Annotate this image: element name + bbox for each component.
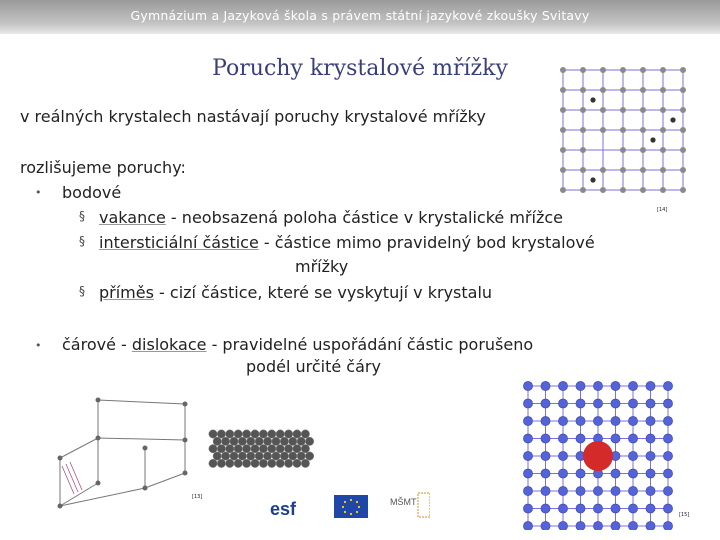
layer-atom xyxy=(263,437,271,445)
lattice-atom xyxy=(628,399,637,408)
layer-atom xyxy=(234,459,242,467)
layer-atom xyxy=(263,452,271,460)
lattice-atom xyxy=(660,127,666,133)
lattice-atom xyxy=(663,469,672,478)
lattice-atom xyxy=(558,416,567,425)
layer-atom xyxy=(238,452,246,460)
lattice-atom xyxy=(580,127,586,133)
lattice-atom xyxy=(576,416,585,425)
lattice-atom xyxy=(541,434,550,443)
lattice-atom xyxy=(523,416,532,425)
lattice-atom xyxy=(640,107,646,113)
lattice-atom xyxy=(640,167,646,173)
lattice-atom xyxy=(560,67,566,73)
point-defects-label: bodové xyxy=(62,183,122,202)
lattice-atom xyxy=(560,87,566,93)
lattice-atom xyxy=(663,486,672,495)
square-bullet-1: § xyxy=(79,209,85,223)
lattice-atom xyxy=(620,67,626,73)
line-defects: čárové - dislokace - pravidelné uspořádání částic porušeno xyxy=(62,335,534,354)
square-bullet-2: § xyxy=(79,234,85,248)
lattice-atom xyxy=(600,187,606,193)
esf-logo-text: esf xyxy=(270,499,297,519)
layer-atom xyxy=(305,437,313,445)
lattice-atom xyxy=(523,381,532,390)
layer-atom xyxy=(242,445,250,453)
lattice-atom xyxy=(663,451,672,460)
layer-atom xyxy=(284,459,292,467)
lattice-atom xyxy=(593,486,602,495)
layer-atom xyxy=(284,445,292,453)
layer-atom xyxy=(251,430,259,438)
vacancy-lattice-figure xyxy=(555,62,695,202)
lattice-atom xyxy=(628,504,637,513)
lattice-atom xyxy=(600,107,606,113)
layer-atom xyxy=(280,437,288,445)
lattice-atom xyxy=(646,469,655,478)
lattice-atom xyxy=(663,399,672,408)
layer-atom xyxy=(259,459,267,467)
citation-14: [14] xyxy=(657,207,668,213)
interstitial-atom xyxy=(590,177,595,182)
lattice-atom xyxy=(541,486,550,495)
item-impurity: příměs - cizí částice, které se vyskytují v krystalu xyxy=(99,283,493,302)
layer-atom xyxy=(259,430,267,438)
types-heading: rozlišujeme poruchy: xyxy=(20,158,186,177)
lattice-atom xyxy=(660,67,666,73)
lattice-atom xyxy=(558,381,567,390)
citation-13: [13] xyxy=(192,494,203,500)
msmt-logo-text: MŠMT xyxy=(390,497,417,507)
lattice-atom xyxy=(646,504,655,513)
lattice-atom xyxy=(660,107,666,113)
lattice-atom xyxy=(620,87,626,93)
layer-atom xyxy=(301,459,309,467)
intro-text: v reálných krystalech nastávají poruchy krystalové mřížky xyxy=(20,107,486,126)
layer-atom xyxy=(255,452,263,460)
lattice-atom xyxy=(541,416,550,425)
interstitial-atom xyxy=(590,97,595,102)
lattice-atom xyxy=(523,504,532,513)
lattice-atom xyxy=(593,504,602,513)
lattice-atom xyxy=(600,127,606,133)
layer-atom xyxy=(238,437,246,445)
layer-atom xyxy=(221,437,229,445)
layer-atom xyxy=(209,459,217,467)
impurity-term: příměs xyxy=(99,283,154,302)
lattice-atom xyxy=(576,486,585,495)
layer-atom xyxy=(213,437,221,445)
layer-atom xyxy=(242,459,250,467)
vacancy-term: vakance xyxy=(99,208,166,227)
lattice-atom xyxy=(680,187,686,193)
lattice-atom xyxy=(680,87,686,93)
layer-atom xyxy=(234,430,242,438)
lattice-atom xyxy=(560,127,566,133)
lattice-atom xyxy=(663,416,672,425)
lattice-atom xyxy=(523,434,532,443)
lattice-atom xyxy=(646,521,655,530)
lattice-atom xyxy=(541,504,550,513)
lattice-atom xyxy=(663,434,672,443)
lattice-atom xyxy=(628,381,637,390)
lattice-atom xyxy=(560,147,566,153)
lattice-atom xyxy=(646,416,655,425)
lattice-atom xyxy=(680,147,686,153)
layer-atom xyxy=(221,452,229,460)
lattice-atom xyxy=(680,107,686,113)
layer-atom xyxy=(284,430,292,438)
layer-atom xyxy=(209,430,217,438)
school-name: Gymnázium a Jazyková škola s právem státní jazykové zkoušky Svitavy xyxy=(130,8,590,23)
lattice-atom xyxy=(560,167,566,173)
layer-atom xyxy=(289,452,297,460)
lattice-atom xyxy=(611,416,620,425)
lattice-atom xyxy=(628,416,637,425)
lattice-atom xyxy=(680,67,686,73)
layer-atom xyxy=(293,459,301,467)
lattice-atom xyxy=(680,167,686,173)
lattice-atom xyxy=(628,434,637,443)
item-interstitial: intersticiální částice - částice mimo pravidelný bod krystalové xyxy=(99,233,595,252)
lattice-atom xyxy=(620,127,626,133)
lattice-atom xyxy=(628,521,637,530)
lattice-atom xyxy=(660,147,666,153)
layer-atom xyxy=(297,437,305,445)
interstitial-term: intersticiální částice xyxy=(99,233,259,252)
lattice-atom xyxy=(611,399,620,408)
lattice-atom xyxy=(600,167,606,173)
lattice-atom xyxy=(646,381,655,390)
lattice-atom xyxy=(660,167,666,173)
layer-atom xyxy=(301,430,309,438)
layer-atom xyxy=(226,430,234,438)
lattice-atom xyxy=(593,399,602,408)
layer-atom xyxy=(293,430,301,438)
lattice-atom xyxy=(541,399,550,408)
lattice-atom xyxy=(541,469,550,478)
layer-atom xyxy=(226,445,234,453)
layer-atom xyxy=(247,437,255,445)
lattice-atom xyxy=(541,521,550,530)
funding-logos xyxy=(268,491,430,531)
lattice-atom xyxy=(663,521,672,530)
layer-atom xyxy=(268,430,276,438)
lattice-atom xyxy=(646,399,655,408)
item-vacancy: vakance - neobsazená poloha částice v krystalické mřížce xyxy=(99,208,563,227)
layer-atom xyxy=(259,445,267,453)
dislocation-sketch-figure xyxy=(40,388,210,523)
lattice-atom xyxy=(560,187,566,193)
lattice-atom xyxy=(558,399,567,408)
lattice-atom xyxy=(523,469,532,478)
layer-atom xyxy=(226,459,234,467)
lattice-atom xyxy=(580,147,586,153)
layer-atom xyxy=(276,459,284,467)
lattice-atom xyxy=(558,504,567,513)
lattice-atom xyxy=(663,504,672,513)
lattice-atom xyxy=(646,451,655,460)
lattice-atom xyxy=(558,521,567,530)
lattice-atom xyxy=(576,504,585,513)
lattice-atom xyxy=(620,107,626,113)
layer-atom xyxy=(251,445,259,453)
lattice-atom xyxy=(560,107,566,113)
lattice-atom xyxy=(541,381,550,390)
lattice-atom xyxy=(576,399,585,408)
lattice-atom xyxy=(541,451,550,460)
layer-atom xyxy=(289,437,297,445)
lattice-atom xyxy=(620,167,626,173)
layer-atom xyxy=(230,437,238,445)
lattice-atom xyxy=(600,87,606,93)
lattice-atom xyxy=(628,469,637,478)
lattice-atom xyxy=(660,87,666,93)
item-interstitial-cont: mřížky xyxy=(295,257,349,276)
lattice-atom xyxy=(523,399,532,408)
citation-15: [15] xyxy=(679,512,690,518)
lattice-atom xyxy=(660,187,666,193)
lattice-atom xyxy=(620,147,626,153)
lattice-atom xyxy=(680,127,686,133)
layer-atom xyxy=(217,445,225,453)
lattice-atom xyxy=(576,381,585,390)
layer-atom xyxy=(217,459,225,467)
lattice-atom xyxy=(628,486,637,495)
layer-atom xyxy=(276,445,284,453)
impurity-lattice-figure xyxy=(520,378,682,530)
lattice-atom xyxy=(611,486,620,495)
lattice-atom xyxy=(558,469,567,478)
layer-atom xyxy=(301,445,309,453)
lattice-atom xyxy=(593,416,602,425)
bullet-point: • xyxy=(35,186,42,199)
layer-atom xyxy=(251,459,259,467)
layer-atom xyxy=(268,445,276,453)
layer-atom xyxy=(209,445,217,453)
impurity-atom xyxy=(583,441,613,471)
lattice-atom xyxy=(576,469,585,478)
lattice-atom xyxy=(640,127,646,133)
lattice-atom xyxy=(580,87,586,93)
lattice-atom xyxy=(523,486,532,495)
lattice-atom xyxy=(640,187,646,193)
interstitial-atom xyxy=(650,137,655,142)
square-bullet-3: § xyxy=(79,284,85,298)
dislocation-term: dislokace xyxy=(131,335,207,354)
layer-atom xyxy=(234,445,242,453)
lattice-atom xyxy=(663,381,672,390)
lattice-atom xyxy=(576,434,585,443)
layer-atom xyxy=(305,452,313,460)
lattice-atom xyxy=(593,381,602,390)
layer-atom xyxy=(272,452,280,460)
slide-title: Poruchy krystalové mřížky xyxy=(212,56,508,81)
lattice-atom xyxy=(593,521,602,530)
lattice-atom xyxy=(611,504,620,513)
lattice-atom xyxy=(620,187,626,193)
lattice-atom xyxy=(523,521,532,530)
layer-atom xyxy=(247,452,255,460)
lattice-atom xyxy=(611,469,620,478)
layer-atom xyxy=(297,452,305,460)
lattice-atom xyxy=(580,67,586,73)
lattice-atom xyxy=(523,451,532,460)
layer-atom xyxy=(293,445,301,453)
bullet-line: • xyxy=(35,339,42,352)
lattice-atom xyxy=(646,486,655,495)
lattice-atom xyxy=(646,434,655,443)
lattice-atom xyxy=(640,87,646,93)
lattice-atom xyxy=(558,451,567,460)
lattice-atom xyxy=(576,521,585,530)
lattice-atom xyxy=(580,107,586,113)
layer-atom xyxy=(242,430,250,438)
layer-atom xyxy=(217,430,225,438)
layer-atom xyxy=(213,452,221,460)
lattice-atom xyxy=(558,434,567,443)
lattice-atom xyxy=(640,67,646,73)
layer-atom xyxy=(276,430,284,438)
layer-atom xyxy=(280,452,288,460)
lattice-atom xyxy=(611,381,620,390)
interstitial-atom xyxy=(670,117,675,122)
lattice-atom xyxy=(600,67,606,73)
lattice-atom xyxy=(580,187,586,193)
layer-atom xyxy=(272,437,280,445)
lattice-atom xyxy=(611,521,620,530)
lattice-atom xyxy=(558,486,567,495)
line-defects-cont: podél určité čáry xyxy=(246,357,381,376)
layer-atom xyxy=(268,459,276,467)
layer-atom xyxy=(255,437,263,445)
atom-layer-figure xyxy=(205,428,320,478)
lattice-atom xyxy=(580,167,586,173)
layer-atom xyxy=(230,452,238,460)
lattice-atom xyxy=(611,434,620,443)
lattice-atom xyxy=(628,451,637,460)
lattice-atom xyxy=(640,147,646,153)
